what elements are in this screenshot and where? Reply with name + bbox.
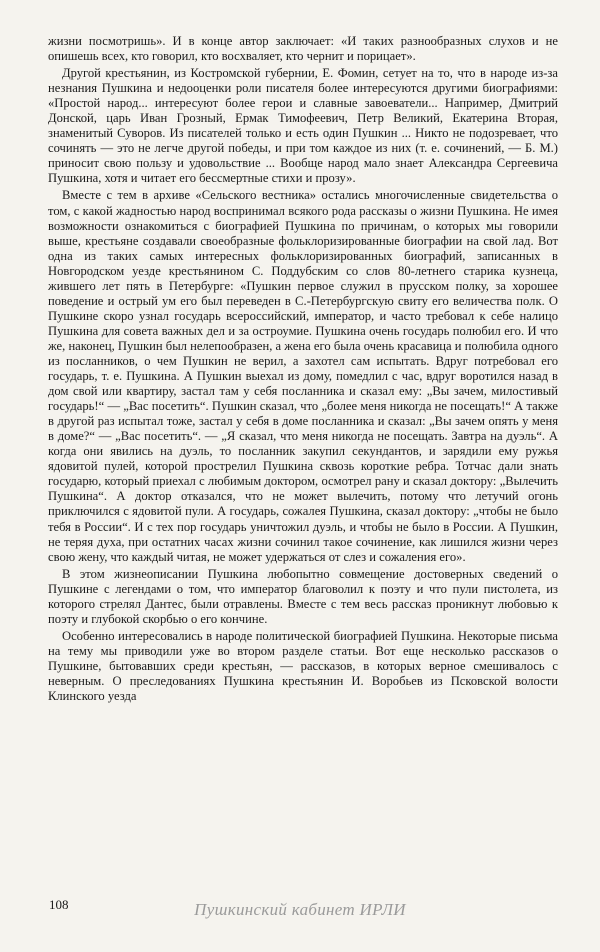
watermark: Пушкинский кабинет ИРЛИ bbox=[194, 900, 406, 919]
paragraph-continuation: жизни посмотришь». И в конце автор заключает: «И таких разнообразных слухов и не опишешь всех, кто говорил, кто восхваляет, кто чернит и порицает». bbox=[48, 34, 558, 64]
paragraph-biography-analysis: В этом жизнеописании Пушкина любопытно совмещение достоверных сведений о Пушкине с легендами о том, что император благоволил к поэту и что пули пистолета, из которого стрелял Дантес, были отравлены. Вместе с тем весь рассказ проникнут любовью к поэту и глубокой скорбью о его кончине. bbox=[48, 566, 558, 626]
paragraph-fomin: Другой крестьянин, из Костромской губернии, Е. Фомин, сетует на то, что в народе из-за незнания Пушкина и недооценки роли писателя более интересуются другими биографиями: «Простой народ... интересуют более герои и славные завоеватели... Например, Дмитрий Донской, царь Иван Грозный, Ермак Тимофеевич, Петр Великий, Екатерина Вторая, знаменитый Суворов. Из писателей только и есть один Пушкин ... Никто не подозревает, что сочинять — это не легче другой победы, и при том каждое из них (т. е. сочинений, — Б. М.) приносит свою пользу и удовольствие ... Вообще народ мало знает Александра Сергеевича Пушкина, хотя и читает его бессмертные стихи и прозу». bbox=[48, 66, 558, 186]
page-text bbox=[48, 34, 558, 704]
page-number: 108 bbox=[49, 897, 69, 912]
paragraph-political-biography: Особенно интересовались в народе политической биографией Пушкина. Некоторые письма на тему мы приводили уже во втором разделе статьи. Вот еще несколько рассказов о Пушкине, бытовавших среди крестьян, — рассказов, в которых верное смешивалось с неверным. О преследованиях Пушкина крестьянин И. Воробьев из Псковской волости Клинского уезда bbox=[48, 628, 558, 704]
paragraph-village-herald: Вместе с тем в архиве «Сельского вестника» остались многочисленные свидетельства о том, с какой жадностью народ воспринимал всякого рода рассказы о жизни Пушкина. Не имея возможности ознакомиться с биографией Пушкина по причинам, о которых мы говорили выше, крестьяне создавали своеобразные фольклоризированные биографии на свой лад. Вот одна из таких самых интересных фольклоризированных биографий, записанных в Новгородском уезде крестьянином С. Поддубским со слов 80-летнего старика кузнеца, жившего лет пять в Петербурге: «Пушкин первое служил в прусском полку, за хорошее поведение и острый ум его был переведен в С.-Петербургскую свиту его величества полк. О Пушкине скоро узнал государь всероссийский, император, и часто требовал к себе налицо Пушкина для совета важных дел и за остроумие. Пушкина очень государь полюбил его. И что же, наконец, Пушкин был нелепообразен, а жена его была очень красавица и полюбила одного из посланников, о чем Пушкин не верил, а захотел сам испытать. Вдруг потребовал его государь, т. е. Пушкина. А Пушкин выехал из дому, помедлил с час, вдруг воротился назад в дом свой или квартиру, застал там у себя посланника и сказал ему: „Вы зачем, милостивый государь!“ — „Вас посетить“. Пушкин сказал, что „более меня никогда не посещать!“ А также в другой раз испытал тоже, застал у себя в доме посланника и сказал: „Вы зачем опять у меня в доме?“ — „Вас посетить“. — „Я сказал, что меня никогда не посещать. Завтра на дуэль“. А когда они явились на дуэль, то посланник закупил секундантов, и зарядили ему ружья ядовитой пулей, которой прострелил Пушкина сквозь короткие ребра. Тотчас дали знать государю, который приехал с любимым доктором, осмотрел рану и сказал доктору: „Вылечить Пушкина“. А доктор отказался, что не может вылечить, потому что летучий огонь приключился с ядовитой пули. А государь, сожалея Пушкина, сказал доктору: „чтобы не было тебя в России“. И с тех пор государь уничтожил дуэль, и чтобы не было в России. А Пушкин, не теряя духа, при остатних часах жизни сочинил такое сочинение, как лишился жизни через свою жену, что каждый читая, не может удержаться от слез и сожаления его». bbox=[48, 188, 558, 564]
